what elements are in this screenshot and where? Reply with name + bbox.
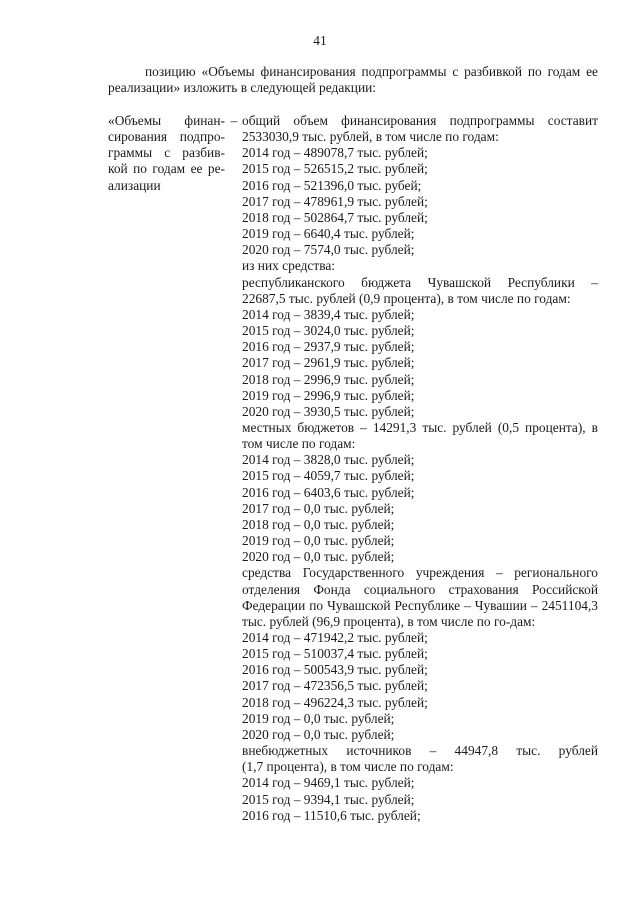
year-line: 2014 год – 489078,7 тыс. рублей; <box>242 145 428 161</box>
year-line: 2017 год – 472356,5 тыс. рублей; <box>242 678 428 694</box>
social-fund-paragraph: средства Государственного учреждения – регионального отделения Фонда социального страхования Российской Федерации по Чувашской Республике – Чувашии – 2451104,3 тыс. рублей (96,9 процента), в том числе по го-дам: <box>242 565 598 629</box>
year-line: 2018 год – 502864,7 тыс. рублей; <box>242 209 428 225</box>
local-years-list <box>242 452 598 565</box>
year-line: 2015 год – 4059,7 тыс. рублей; <box>242 468 415 484</box>
year-line: 2018 год – 496224,3 тыс. рублей; <box>242 694 428 710</box>
total-years-list <box>242 145 598 258</box>
local-budget-paragraph: местных бюджетов – 14291,3 тыс. рублей (0,5 процента), в том числе по годам: <box>242 419 598 452</box>
extra-years-list <box>242 775 598 823</box>
year-line: 2016 год – 6403,6 тыс. рублей; <box>242 484 415 500</box>
label-dash: – <box>230 113 238 128</box>
year-line: 2019 год – 6640,4 тыс. рублей; <box>242 226 415 242</box>
year-line: 2018 год – 0,0 тыс. рублей; <box>242 516 395 532</box>
year-line: 2014 год – 3828,0 тыс. рублей; <box>242 452 415 468</box>
fund-years-list <box>242 630 598 743</box>
financing-label: «Объемы финан-сирования подпро-граммы с разбив-кой по годам ее ре-ализации <box>108 113 225 193</box>
year-line: 2015 год – 3024,0 тыс. рублей; <box>242 323 415 339</box>
total-line-2: 2533030,9 тыс. рублей, в том числе по годам: <box>242 129 499 145</box>
year-line: 2020 год – 3930,5 тыс. рублей; <box>242 403 415 419</box>
extra-budget-line-2: (1,7 процента), в том числе по годам: <box>242 759 454 775</box>
intro-paragraph: позицию «Объемы финансирования подпрограммы с разбивкой по годам ее реализации» изложить в следующей редакции: <box>108 64 598 96</box>
republic-years-list <box>242 307 598 420</box>
financing-details <box>242 113 598 824</box>
year-line: 2020 год – 0,0 тыс. рублей; <box>242 549 395 565</box>
year-line: 2014 год – 3839,4 тыс. рублей; <box>242 306 415 322</box>
year-line: 2016 год – 521396,0 тыс. рубей; <box>242 177 422 193</box>
republic-budget-line-1: республиканского бюджета Чувашской Республики – <box>242 274 598 290</box>
year-line: 2017 год – 2961,9 тыс. рублей; <box>242 355 415 371</box>
year-line: 2015 год – 510037,4 тыс. рублей; <box>242 646 428 662</box>
year-line: 2020 год – 7574,0 тыс. рублей; <box>242 242 415 258</box>
year-line: 2014 год – 9469,1 тыс. рублей; <box>242 775 415 791</box>
year-line: 2016 год – 2937,9 тыс. рублей; <box>242 339 415 355</box>
of-them-line: из них средства: <box>242 258 336 274</box>
year-line: 2016 год – 500543,9 тыс. рублей; <box>242 662 428 678</box>
year-line: 2017 год – 0,0 тыс. рублей; <box>242 500 395 516</box>
year-line: 2019 год – 0,0 тыс. рублей; <box>242 710 395 726</box>
year-line: 2015 год – 9394,1 тыс. рублей; <box>242 791 415 807</box>
year-line: 2014 год – 471942,2 тыс. рублей; <box>242 630 428 645</box>
total-line-1: общий объем финансирования подпрограммы составит <box>242 113 598 128</box>
year-line: 2018 год – 2996,9 тыс. рублей; <box>242 371 415 387</box>
year-line: 2020 год – 0,0 тыс. рублей; <box>242 726 395 742</box>
extra-budget-line-1: внебюджетных источников – 44947,8 тыс. рублей <box>242 743 598 759</box>
year-line: 2016 год – 11510,6 тыс. рублей; <box>242 807 421 823</box>
republic-budget-line-2: 22687,5 тыс. рублей (0,9 процента), в том числе по годам: <box>242 290 571 306</box>
year-line: 2015 год – 526515,2 тыс. рублей; <box>242 161 428 177</box>
year-line: 2019 год – 2996,9 тыс. рублей; <box>242 387 415 403</box>
page-number: 41 <box>313 33 327 48</box>
year-line: 2019 год – 0,0 тыс. рублей; <box>242 533 395 549</box>
year-line: 2017 год – 478961,9 тыс. рублей; <box>242 193 428 209</box>
